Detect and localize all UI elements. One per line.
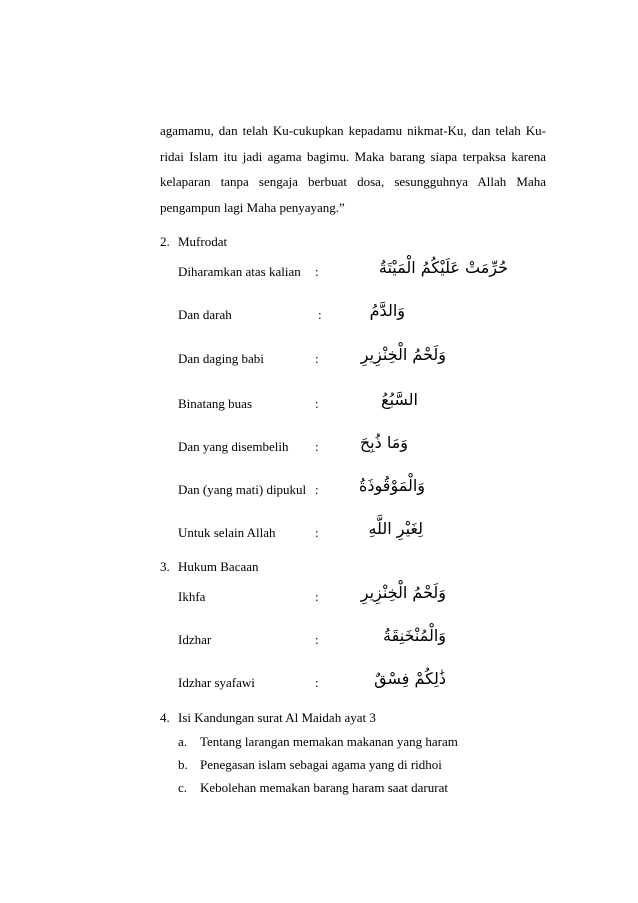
section-title: Isi Kandungan surat Al Maidah ayat 3 <box>178 710 376 725</box>
tajwid-colon: : <box>315 589 319 604</box>
paragraph-line: pengampun lagi Maha penyayang.” <box>160 199 345 215</box>
vocab-arabic: حُرِّمَتْ عَلَيْكُمُ الْمَيْتَةُ <box>378 258 508 277</box>
section-heading-mufrodat <box>160 234 227 250</box>
paragraph-line: agamamu, dan telah Ku-cukupkan kepadamu nikmat-Ku, dan telah Ku- <box>160 123 546 138</box>
vocab-colon: : <box>315 439 319 454</box>
vocab-row <box>178 476 478 506</box>
content-list-item <box>178 757 442 773</box>
vocab-colon: : <box>318 307 322 322</box>
list-letter: b. <box>178 757 188 772</box>
tajwid-rule: Idzhar syafawi <box>178 675 255 690</box>
tajwid-arabic: وَلَحْمُ الْخِنْزِيرِ <box>360 583 446 602</box>
content-list-item <box>178 780 448 796</box>
vocab-colon: : <box>315 264 319 279</box>
list-letter: c. <box>178 780 188 795</box>
vocab-arabic: وَلَحْمُ الْخِنْزِيرِ <box>360 345 446 364</box>
vocab-colon: : <box>315 482 319 497</box>
section-title: Mufrodat <box>178 234 228 249</box>
vocab-meaning: Binatang buas <box>178 396 253 411</box>
list-text: Penegasan islam sebagai agama yang di ridhoi <box>200 757 442 772</box>
vocab-arabic: وَالْمَوْقُوذَةُ <box>359 476 425 495</box>
section-heading-hukum-bacaan <box>160 559 259 575</box>
tajwid-row <box>178 583 478 613</box>
list-text: Kebolehan memakan barang haram saat darurat <box>200 780 448 795</box>
content-list-item <box>178 734 458 750</box>
vocab-row <box>178 519 478 549</box>
vocab-meaning: Dan darah <box>178 307 232 322</box>
vocab-colon: : <box>315 525 319 540</box>
vocab-meaning: Untuk selain Allah <box>178 525 276 540</box>
vocab-meaning: Diharamkan atas kalian <box>178 264 301 279</box>
section-number: 2. <box>160 234 170 249</box>
tajwid-arabic: وَالْمُنْخَنِقَةُ <box>383 626 446 645</box>
vocab-colon: : <box>315 396 319 411</box>
tajwid-row <box>178 626 478 656</box>
vocab-arabic: وَمَا ذُبِحَ <box>359 433 408 452</box>
section-number: 4. <box>160 710 170 725</box>
vocab-row <box>178 345 478 375</box>
tajwid-colon: : <box>315 632 319 647</box>
vocab-meaning: Dan daging babi <box>178 351 264 366</box>
vocab-arabic: لِغَيْرِ اللَّهِ <box>368 519 423 538</box>
paragraph-line: ridai Islam itu jadi agama bagimu. Maka barang siapa terpaksa karena <box>160 148 546 164</box>
tajwid-row <box>178 669 478 699</box>
tajwid-arabic: ذَٰلِكُمْ فِسْقٌ <box>374 669 446 688</box>
paragraph-line: kelaparan tanpa sengaja berbuat dosa, sesungguhnya Allah Maha <box>160 174 546 189</box>
list-text: Tentang larangan memakan makanan yang haram <box>200 734 458 749</box>
section-number: 3. <box>160 559 170 574</box>
section-title: Hukum Bacaan <box>178 559 259 574</box>
tajwid-colon: : <box>315 675 319 690</box>
vocab-meaning: Dan (yang mati) dipukul <box>178 482 307 497</box>
vocab-arabic: السَّبُعُ <box>381 390 418 409</box>
vocab-arabic: وَالدَّمُ <box>369 301 405 320</box>
tajwid-rule: Idzhar <box>178 632 212 647</box>
vocab-row <box>178 390 478 420</box>
tajwid-rule: Ikhfa <box>178 589 206 604</box>
vocab-colon: : <box>315 351 319 366</box>
vocab-row <box>178 258 508 288</box>
body-paragraph <box>160 118 546 220</box>
vocab-meaning: Dan yang disembelih <box>178 439 289 454</box>
list-letter: a. <box>178 734 188 749</box>
vocab-row <box>178 433 478 463</box>
vocab-row <box>178 301 478 331</box>
section-heading-isi-kandungan <box>160 710 376 726</box>
